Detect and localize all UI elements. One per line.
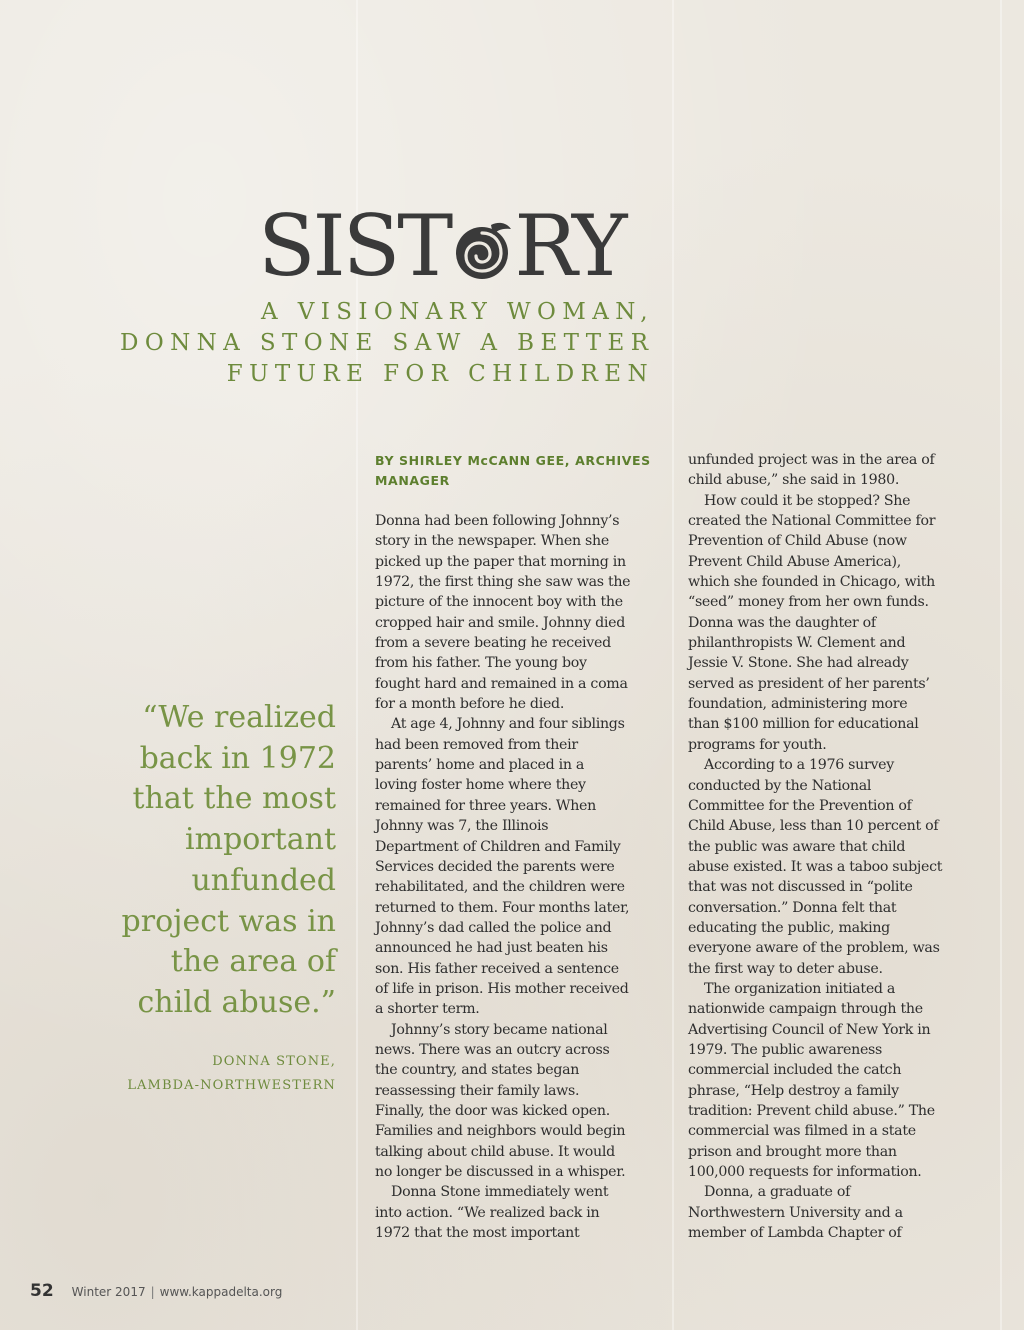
body-line: Child Abuse, less than 10 percent of <box>688 818 939 835</box>
body-line: talking about child abuse. It would <box>375 1143 615 1160</box>
body-line: rehabilitated, and the children were <box>375 879 625 896</box>
body-line: Donna had been following Johnny’s <box>375 513 620 529</box>
body-line: picked up the paper that morning in <box>375 553 626 570</box>
body-line: into action. “We realized back in <box>375 1204 600 1221</box>
body-line: phrase, “Help destroy a family <box>688 1082 899 1099</box>
page-footer <box>30 1281 282 1309</box>
footer-separator: | <box>150 1285 155 1299</box>
spiral-swirl-icon <box>451 204 513 304</box>
article-subtitle <box>120 297 654 390</box>
body-line: of life in prison. His mother received <box>375 980 629 997</box>
body-line: that was not discussed in “polite <box>688 879 913 896</box>
body-line: the first way to deter abuse. <box>688 960 883 977</box>
pull-quote-line: unfunded <box>191 862 336 898</box>
page-number: 52 <box>30 1281 54 1301</box>
body-line: 1972 that the most important <box>375 1225 580 1242</box>
body-line: the country, and states began <box>375 1062 580 1079</box>
body-line: tradition: Prevent child abuse.” The <box>688 1103 935 1119</box>
body-line: announced he had just beaten his <box>375 940 608 957</box>
masthead-title <box>258 196 658 304</box>
body-line: the public was aware that child <box>688 838 906 855</box>
body-line: educating the public, making <box>688 919 890 936</box>
pull-quote-attribution <box>100 1050 336 1098</box>
pull-quote <box>110 698 336 1024</box>
body-line: How could it be stopped? She <box>704 492 911 509</box>
body-line: member of Lambda Chapter of <box>688 1225 902 1242</box>
byline-line: MANAGER <box>375 473 450 488</box>
attribution-name: DONNA STONE, <box>212 1054 336 1069</box>
body-line: Donna was the daughter of <box>688 614 876 631</box>
body-line: Prevention of Child Abuse (now <box>688 533 907 550</box>
pull-quote-line: back in 1972 <box>139 740 336 776</box>
body-line: son. His father received a sentence <box>375 960 619 977</box>
attribution-chapter: LAMBDA-NORTHWESTERN <box>127 1078 336 1093</box>
body-line: commercial included the catch <box>688 1062 902 1079</box>
body-line: programs for youth. <box>688 736 827 753</box>
body-line: Donna, a graduate of <box>704 1184 851 1201</box>
body-line: returned to them. Four months later, <box>375 899 630 916</box>
body-line: Services decided the parents were <box>375 858 615 875</box>
body-line: unfunded project was in the area of <box>688 452 935 468</box>
body-column-1 <box>375 511 630 1243</box>
body-line: foundation, administering more <box>688 696 908 713</box>
masthead-text-start: SIST <box>258 197 451 295</box>
pull-quote-line: project was in <box>121 903 336 939</box>
body-line: Johnny’s story became national <box>391 1021 608 1038</box>
body-line: The organization initiated a <box>704 980 896 997</box>
website-link[interactable]: www.kappadelta.org <box>159 1285 283 1299</box>
pull-quote-line: child abuse.” <box>137 984 336 1020</box>
subtitle-line: A VISIONARY WOMAN, <box>261 299 654 325</box>
body-line: for a month before he died. <box>375 696 565 713</box>
body-line: story in the newspaper. When she <box>375 533 609 550</box>
body-line: “seed” money from her own funds. <box>688 594 929 611</box>
body-line: news. There was an outcry across <box>375 1041 610 1058</box>
body-line: Johnny’s dad called the police and <box>375 919 612 936</box>
body-line: commercial was filmed in a state <box>688 1123 916 1140</box>
body-line: remained for three years. When <box>375 797 596 814</box>
body-line: Advertising Council of New York in <box>688 1021 931 1038</box>
pull-quote-line: “We realized <box>142 700 336 735</box>
body-line: Committee for the Prevention of <box>688 797 912 814</box>
body-line: parents’ home and placed in a <box>375 757 585 774</box>
body-line: conducted by the National <box>688 777 872 794</box>
body-line: conversation.” Donna felt that <box>688 899 897 916</box>
body-line: child abuse,” she said in 1980. <box>688 472 900 489</box>
pull-quote-line: important <box>185 822 336 858</box>
body-line: a shorter term. <box>375 1001 480 1018</box>
subtitle-line: DONNA STONE SAW A BETTER <box>120 330 655 356</box>
body-line: According to a 1976 survey <box>704 757 894 774</box>
body-line: Northwestern University and a <box>688 1204 903 1221</box>
body-line: 100,000 requests for information. <box>688 1164 922 1181</box>
body-line: At age 4, Johnny and four siblings <box>391 716 625 733</box>
body-line: picture of the innocent boy with the <box>375 594 623 611</box>
body-line: Families and neighbors would begin <box>375 1123 626 1140</box>
body-line: from his father. The young boy <box>375 655 587 672</box>
body-line: created the National Committee for <box>688 513 936 530</box>
body-line: served as president of her parents’ <box>688 675 930 692</box>
body-line: Donna Stone immediately went <box>391 1184 609 1201</box>
pull-quote-line: the area of <box>170 944 336 980</box>
subtitle-line: FUTURE FOR CHILDREN <box>226 361 654 387</box>
body-line: 1972, the first thing she saw was the <box>375 574 631 591</box>
body-line: Department of Children and Family <box>375 838 621 855</box>
body-line: cropped hair and smile. Johnny died <box>375 614 626 631</box>
body-line: reassessing their family laws. <box>375 1082 580 1099</box>
masthead-text-end: RY <box>514 197 625 295</box>
body-line: Johnny was 7, the Illinois <box>375 818 549 835</box>
body-line: abuse existed. It was a taboo subject <box>688 858 943 875</box>
body-column-2 <box>688 450 942 1243</box>
byline-line: BY SHIRLEY McCANN GEE, ARCHIVES <box>375 453 651 468</box>
body-line: nationwide campaign through the <box>688 1001 923 1018</box>
body-line: loving foster home where they <box>375 777 586 794</box>
body-line: philanthropists W. Clement and <box>688 635 906 652</box>
byline <box>375 451 675 491</box>
body-line: 1979. The public awareness <box>688 1041 882 1058</box>
body-line: prison and brought more than <box>688 1143 897 1160</box>
issue-label: Winter 2017 <box>71 1285 146 1299</box>
body-line: Jessie V. Stone. She had already <box>688 655 909 672</box>
body-line: had been removed from their <box>375 736 578 753</box>
body-line: Prevent Child Abuse America), <box>688 553 901 570</box>
body-line: no longer be discussed in a whisper. <box>375 1164 626 1180</box>
body-line: Finally, the door was kicked open. <box>375 1102 610 1119</box>
body-line: which she founded in Chicago, with <box>688 574 935 591</box>
pull-quote-line: that the most <box>132 781 336 817</box>
body-line: fought hard and remained in a coma <box>375 675 628 692</box>
body-line: from a severe beating he received <box>375 635 611 652</box>
body-line: everyone aware of the problem, was <box>688 940 940 957</box>
body-line: than $100 million for educational <box>688 716 919 733</box>
